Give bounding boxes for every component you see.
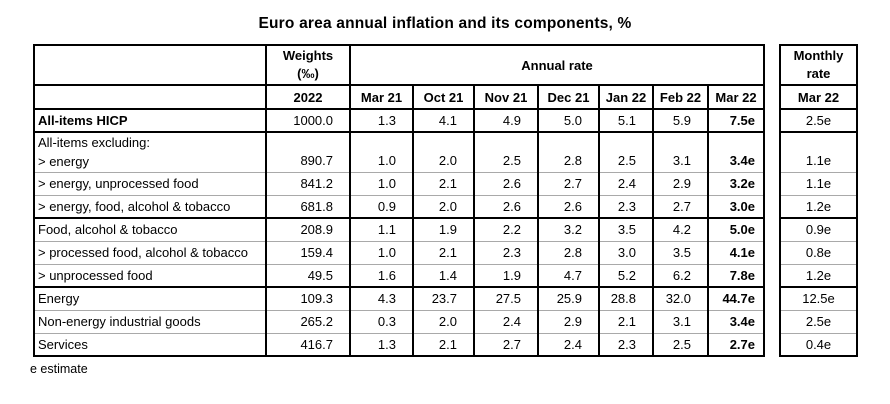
monthly-table-row — [780, 333, 857, 356]
weight-cell: 49.5 — [266, 264, 350, 287]
annual-rate-cell: 1.4 — [413, 264, 474, 287]
table-header-row-months — [34, 85, 764, 109]
annual-rate-cell: 3.2e — [708, 172, 764, 195]
monthly-rate-cell: 2.5e — [780, 109, 857, 132]
annual-rate-cell: 4.3 — [350, 287, 413, 310]
annual-rate-cell: 2.4 — [538, 333, 599, 356]
annual-rate-cell: 2.6 — [474, 195, 538, 218]
monthly-table-row — [780, 264, 857, 287]
annual-rate-cell: 23.7 — [413, 287, 474, 310]
monthly-header-row-month — [780, 85, 857, 109]
annual-rate-cell: 2.8 — [538, 132, 599, 172]
page-title: Euro area annual inflation and its components, % — [258, 15, 632, 32]
table-row — [34, 264, 764, 287]
corner-cell-2 — [34, 85, 266, 109]
annual-rate-cell: 2.3 — [599, 195, 653, 218]
monthly-month-header: Mar 22 — [780, 85, 857, 109]
row-label: > processed food, alcohol & tobacco — [34, 241, 266, 264]
row-label: Non-energy industrial goods — [34, 310, 266, 333]
weight-cell: 208.9 — [266, 218, 350, 241]
annual-rate-cell: 3.0e — [708, 195, 764, 218]
monthly-rate-cell: 1.2e — [780, 264, 857, 287]
monthly-rate-cell: 0.9e — [780, 218, 857, 241]
annual-rate-cell: 2.4 — [599, 172, 653, 195]
annual-rate-cell: 5.9 — [653, 109, 708, 132]
annual-rate-cell: 1.0 — [350, 172, 413, 195]
weights-header: Weights — [282, 48, 334, 63]
weight-cell: 890.7 — [266, 132, 350, 172]
annual-rate-cell: 5.1 — [599, 109, 653, 132]
monthly-rate-header-cell — [780, 45, 857, 85]
monthly-rate-cell: 2.5e — [780, 310, 857, 333]
annual-rate-cell: 4.1e — [708, 241, 764, 264]
annual-rate-cell: 2.1 — [413, 333, 474, 356]
monthly-table-row — [780, 172, 857, 195]
table-row — [34, 241, 764, 264]
annual-rate-cell: 2.1 — [599, 310, 653, 333]
weight-cell: 841.2 — [266, 172, 350, 195]
month-header: Feb 22 — [653, 85, 708, 109]
row-label: > energy, food, alcohol & tobacco — [34, 195, 266, 218]
annual-rate-cell: 3.0 — [599, 241, 653, 264]
inflation-table — [33, 44, 765, 357]
row-label: Services — [34, 333, 266, 356]
annual-rate-cell: 0.3 — [350, 310, 413, 333]
annual-rate-cell: 2.3 — [474, 241, 538, 264]
annual-rate-cell: 2.0 — [413, 310, 474, 333]
monthly-table-row — [780, 310, 857, 333]
row-label: All-items excluding: > energy — [34, 132, 266, 172]
annual-rate-cell: 2.7e — [708, 333, 764, 356]
monthly-rate-cell: 0.4e — [780, 333, 857, 356]
annual-rate-cell: 7.8e — [708, 264, 764, 287]
table-row — [34, 287, 764, 310]
annual-rate-cell: 4.7 — [538, 264, 599, 287]
annual-rate-cell: 7.5e — [708, 109, 764, 132]
month-header: Oct 21 — [413, 85, 474, 109]
annual-rate-cell: 25.9 — [538, 287, 599, 310]
annual-rate-cell: 2.1 — [413, 172, 474, 195]
annual-rate-cell: 1.0 — [350, 132, 413, 172]
annual-rate-cell: 32.0 — [653, 287, 708, 310]
month-header: Jan 22 — [599, 85, 653, 109]
weights-year-header: 2022 — [266, 85, 350, 109]
weight-cell: 1000.0 — [266, 109, 350, 132]
row-label: > unprocessed food — [34, 264, 266, 287]
weight-cell: 416.7 — [266, 333, 350, 356]
annual-rate-cell: 5.0 — [538, 109, 599, 132]
table-row — [34, 218, 764, 241]
table-header-row-top — [34, 45, 764, 85]
row-label: Food, alcohol & tobacco — [34, 218, 266, 241]
annual-rate-cell: 4.2 — [653, 218, 708, 241]
weight-cell: 109.3 — [266, 287, 350, 310]
annual-rate-cell: 2.8 — [538, 241, 599, 264]
annual-rate-cell: 3.4e — [708, 132, 764, 172]
annual-rate-cell: 3.5 — [599, 218, 653, 241]
table-row — [34, 195, 764, 218]
month-header: Nov 21 — [474, 85, 538, 109]
monthly-table-row — [780, 132, 857, 172]
annual-rate-cell: 2.7 — [538, 172, 599, 195]
corner-cell — [34, 45, 266, 85]
monthly-header-row-top — [780, 45, 857, 85]
table-row — [34, 310, 764, 333]
annual-rate-cell: 4.9 — [474, 109, 538, 132]
annual-rate-cell: 3.2 — [538, 218, 599, 241]
annual-rate-cell: 2.4 — [474, 310, 538, 333]
annual-rate-header-cell: Annual rate — [350, 45, 764, 85]
table-row — [34, 109, 764, 132]
weight-cell: 681.8 — [266, 195, 350, 218]
annual-rate-cell: 2.5 — [474, 132, 538, 172]
annual-rate-cell: 0.9 — [350, 195, 413, 218]
annual-rate-cell: 1.6 — [350, 264, 413, 287]
annual-rate-cell: 5.2 — [599, 264, 653, 287]
monthly-rate-header-line2: rate — [806, 66, 831, 81]
monthly-rate-cell: 12.5e — [780, 287, 857, 310]
annual-rate-cell: 2.0 — [413, 132, 474, 172]
annual-rate-cell: 2.9 — [538, 310, 599, 333]
annual-rate-cell: 1.0 — [350, 241, 413, 264]
annual-rate-cell: 3.4e — [708, 310, 764, 333]
table-row — [34, 333, 764, 356]
footnote: e estimate — [30, 362, 88, 376]
monthly-table-row — [780, 218, 857, 241]
monthly-rate-cell: 1.1e — [780, 132, 857, 172]
annual-rate-cell: 2.7 — [653, 195, 708, 218]
weights-header-cell — [266, 45, 350, 85]
annual-rate-cell: 1.1 — [350, 218, 413, 241]
monthly-rate-cell: 1.1e — [780, 172, 857, 195]
monthly-rate-table — [779, 44, 858, 357]
annual-rate-cell: 3.1 — [653, 310, 708, 333]
annual-rate-cell: 2.6 — [538, 195, 599, 218]
annual-rate-cell: 2.3 — [599, 333, 653, 356]
row-label: > energy, unprocessed food — [34, 172, 266, 195]
monthly-table-row — [780, 287, 857, 310]
annual-rate-cell: 6.2 — [653, 264, 708, 287]
row-label: Energy — [34, 287, 266, 310]
table-row — [34, 132, 764, 172]
annual-rate-cell: 2.5 — [653, 333, 708, 356]
tables-container — [33, 44, 858, 357]
monthly-table-row — [780, 241, 857, 264]
annual-rate-cell: 2.2 — [474, 218, 538, 241]
annual-rate-cell: 3.1 — [653, 132, 708, 172]
annual-rate-cell: 5.0e — [708, 218, 764, 241]
month-header: Dec 21 — [538, 85, 599, 109]
monthly-rate-cell: 1.2e — [780, 195, 857, 218]
month-header: Mar 21 — [350, 85, 413, 109]
annual-rate-cell: 1.3 — [350, 333, 413, 356]
monthly-rate-cell: 0.8e — [780, 241, 857, 264]
month-header: Mar 22 — [708, 85, 764, 109]
annual-rate-cell: 4.1 — [413, 109, 474, 132]
annual-rate-cell: 3.5 — [653, 241, 708, 264]
weight-cell: 265.2 — [266, 310, 350, 333]
annual-rate-cell: 2.1 — [413, 241, 474, 264]
annual-rate-cell: 44.7e — [708, 287, 764, 310]
annual-rate-cell: 1.9 — [413, 218, 474, 241]
annual-rate-cell: 2.7 — [474, 333, 538, 356]
annual-rate-cell: 2.6 — [474, 172, 538, 195]
annual-rate-cell: 27.5 — [474, 287, 538, 310]
monthly-table-row — [780, 109, 857, 132]
annual-rate-cell: 1.9 — [474, 264, 538, 287]
annual-rate-cell: 2.5 — [599, 132, 653, 172]
weights-unit: (‰) — [297, 66, 319, 81]
annual-rate-cell: 28.8 — [599, 287, 653, 310]
annual-rate-cell: 1.3 — [350, 109, 413, 132]
row-label: All-items HICP — [34, 109, 266, 132]
weight-cell: 159.4 — [266, 241, 350, 264]
monthly-rate-header-line1: Monthly — [793, 48, 844, 63]
monthly-table-row — [780, 195, 857, 218]
annual-rate-cell: 2.9 — [653, 172, 708, 195]
annual-rate-cell: 2.0 — [413, 195, 474, 218]
table-row — [34, 172, 764, 195]
